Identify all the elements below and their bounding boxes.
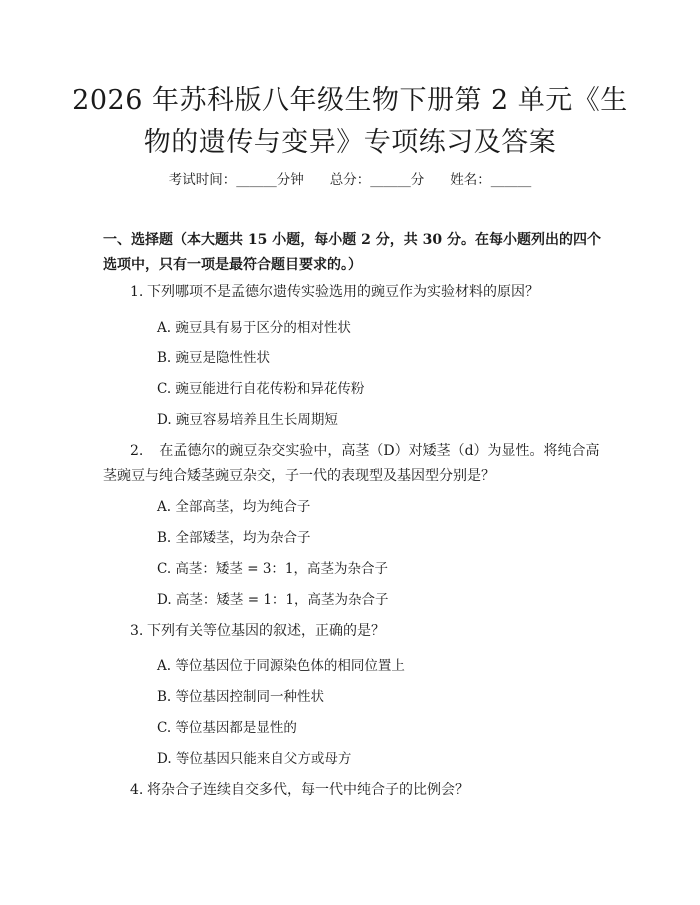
question-1 xyxy=(103,280,603,305)
question-number: 2. xyxy=(130,443,144,459)
question-2 xyxy=(103,439,603,489)
question-number: 1. xyxy=(130,284,144,300)
question-text: 将杂合子连续自交多代，每一代中纯合子的比例会？ xyxy=(147,782,469,798)
exam-time: 考试时间：______分钟 xyxy=(168,172,304,188)
option-2c: C. 高茎：矮茎 = 3：1，高茎为杂合子 xyxy=(157,561,389,577)
document-title xyxy=(60,80,640,164)
option-2a: A. 全部高茎，均为纯合子 xyxy=(157,499,311,515)
option-3c: C. 等位基因都是显性的 xyxy=(157,720,297,736)
option-3a: A. 等位基因位于同源染色体的相同位置上 xyxy=(157,658,405,674)
question-3 xyxy=(103,619,603,644)
question-text: 下列有关等位基因的叙述，正确的是？ xyxy=(147,623,385,639)
option-1c: C. 豌豆能进行自花传粉和异花传粉 xyxy=(157,381,365,397)
option-2d: D. 高茎：矮茎 = 1：1，高茎为杂合子 xyxy=(157,592,389,608)
question-number: 3. xyxy=(130,623,144,639)
question-number: 4. xyxy=(130,782,144,798)
exam-score: 总分：______分 xyxy=(329,172,425,188)
question-text: 下列哪项不是孟德尔遗传实验选用的豌豆作为实验材料的原因？ xyxy=(147,284,539,300)
option-3b: B. 等位基因控制同一种性状 xyxy=(157,689,325,705)
option-2b: B. 全部矮茎，均为杂合子 xyxy=(157,530,311,546)
exam-name: 姓名：______ xyxy=(450,172,532,188)
exam-meta xyxy=(0,168,700,188)
question-text: 在孟德尔的豌豆杂交实验中，高茎（D）对矮茎（d）为显性。将纯合高茎豌豆与纯合矮茎豌豆杂交，子一代的表现型及基因型分别是？ xyxy=(103,443,600,484)
option-1a: A. 豌豆具有易于区分的相对性状 xyxy=(157,320,351,336)
option-1b: B. 豌豆是隐性性状 xyxy=(157,350,271,366)
option-1d: D. 豌豆容易培养且生长周期短 xyxy=(157,412,338,428)
question-4 xyxy=(103,778,603,803)
option-3d: D. 等位基因只能来自父方或母方 xyxy=(157,751,352,767)
title-line-2: 物的遗传与变异》专项练习及答案 xyxy=(143,127,557,158)
section-heading: 一、选择题（本大题共 15 小题，每小题 2 分，共 30 分。在每小题列出的四个选项中，只有一项是最符合题目要求的。） xyxy=(103,232,601,273)
title-line-1: 2026 年苏科版八年级生物下册第 2 单元《生 xyxy=(72,85,628,116)
